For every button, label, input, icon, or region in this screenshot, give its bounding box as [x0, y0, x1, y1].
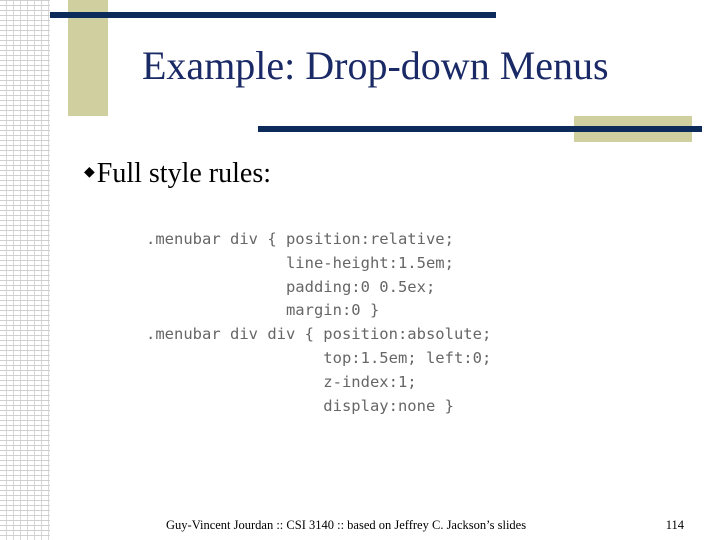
code-line: display:none }	[146, 396, 454, 415]
footer-credit: Guy-Vincent Jourdan :: CSI 3140 :: based on Jeffrey C. Jackson’s slides	[166, 518, 527, 532]
left-decorative-strip	[0, 0, 50, 540]
slide-title: Example: Drop-down Menus	[142, 43, 609, 88]
diamond-bullet-icon: ◆	[84, 165, 95, 180]
code-line: z-index:1;	[146, 372, 417, 391]
code-block	[146, 228, 491, 418]
code-line: padding:0 0.5ex;	[146, 277, 436, 296]
top-navy-rule	[50, 12, 496, 18]
code-line: .menubar div { position:relative;	[146, 230, 454, 248]
bullet-item	[84, 158, 271, 190]
code-line: top:1.5em; left:0;	[146, 348, 492, 367]
bottom-navy-rule	[258, 126, 702, 132]
page-number: 114	[665, 518, 684, 532]
bullet-text: Full style rules:	[96, 158, 272, 189]
code-line: .menubar div div { position:absolute;	[146, 325, 492, 344]
code-line: line-height:1.5em;	[146, 253, 454, 272]
code-line: margin:0 }	[146, 301, 380, 320]
